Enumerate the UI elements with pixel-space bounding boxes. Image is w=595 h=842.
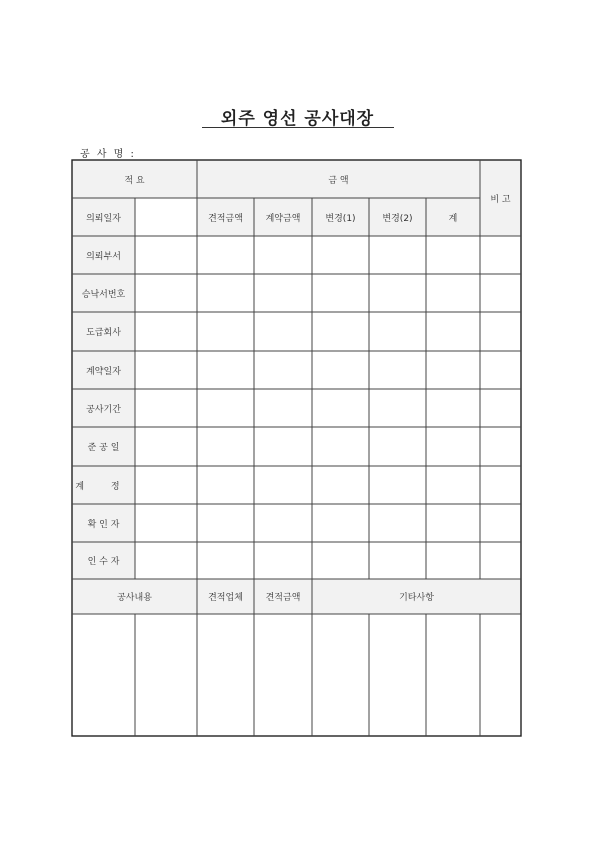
document-title: 외주 영선 공사대장 bbox=[220, 109, 375, 129]
amount-col-change-2: 변경(2) bbox=[382, 213, 413, 224]
row-label-receiver: 인 수 자 bbox=[87, 557, 120, 567]
amount-header: 금 액 bbox=[328, 175, 349, 186]
summary-header: 적 요 bbox=[124, 175, 145, 186]
remarks-header: 비 고 bbox=[490, 194, 511, 205]
bottom-header-content: 공사내용 bbox=[117, 593, 152, 603]
request-date-field[interactable] bbox=[136, 199, 196, 235]
row-label-confirmer: 확 인 자 bbox=[87, 519, 120, 530]
bottom-header-other-notes: 기타사항 bbox=[399, 593, 434, 603]
row-label-approval-no: 승낙서번호 bbox=[81, 289, 126, 300]
amount-col-contract: 계약금액 bbox=[265, 213, 301, 224]
details-entry-area[interactable] bbox=[73, 615, 520, 735]
title-underline bbox=[202, 127, 394, 128]
amount-entry-grid[interactable] bbox=[198, 237, 520, 578]
project-name-field[interactable] bbox=[130, 143, 520, 157]
project-name-label: 공 사 명 : bbox=[80, 149, 136, 160]
bottom-header-estimate-vendor: 견적업체 bbox=[208, 593, 243, 603]
row-label-request-date: 의뢰일자 bbox=[86, 213, 121, 224]
bottom-header-estimate-amount: 견적금액 bbox=[265, 593, 301, 603]
amount-col-estimate: 견적금액 bbox=[208, 213, 243, 224]
row-label-account: 계 정 bbox=[75, 481, 132, 492]
row-label-completion-date: 준 공 일 bbox=[87, 443, 120, 453]
amount-col-total: 계 bbox=[448, 213, 458, 224]
amount-col-change-1: 변경(1) bbox=[325, 213, 356, 224]
row-label-request-dept: 의뢰부서 bbox=[86, 251, 121, 262]
row-label-contract-date: 계약일자 bbox=[86, 366, 121, 377]
row-label-contractor: 도급회사 bbox=[86, 328, 121, 338]
row-label-period: 공사기간 bbox=[86, 404, 121, 415]
